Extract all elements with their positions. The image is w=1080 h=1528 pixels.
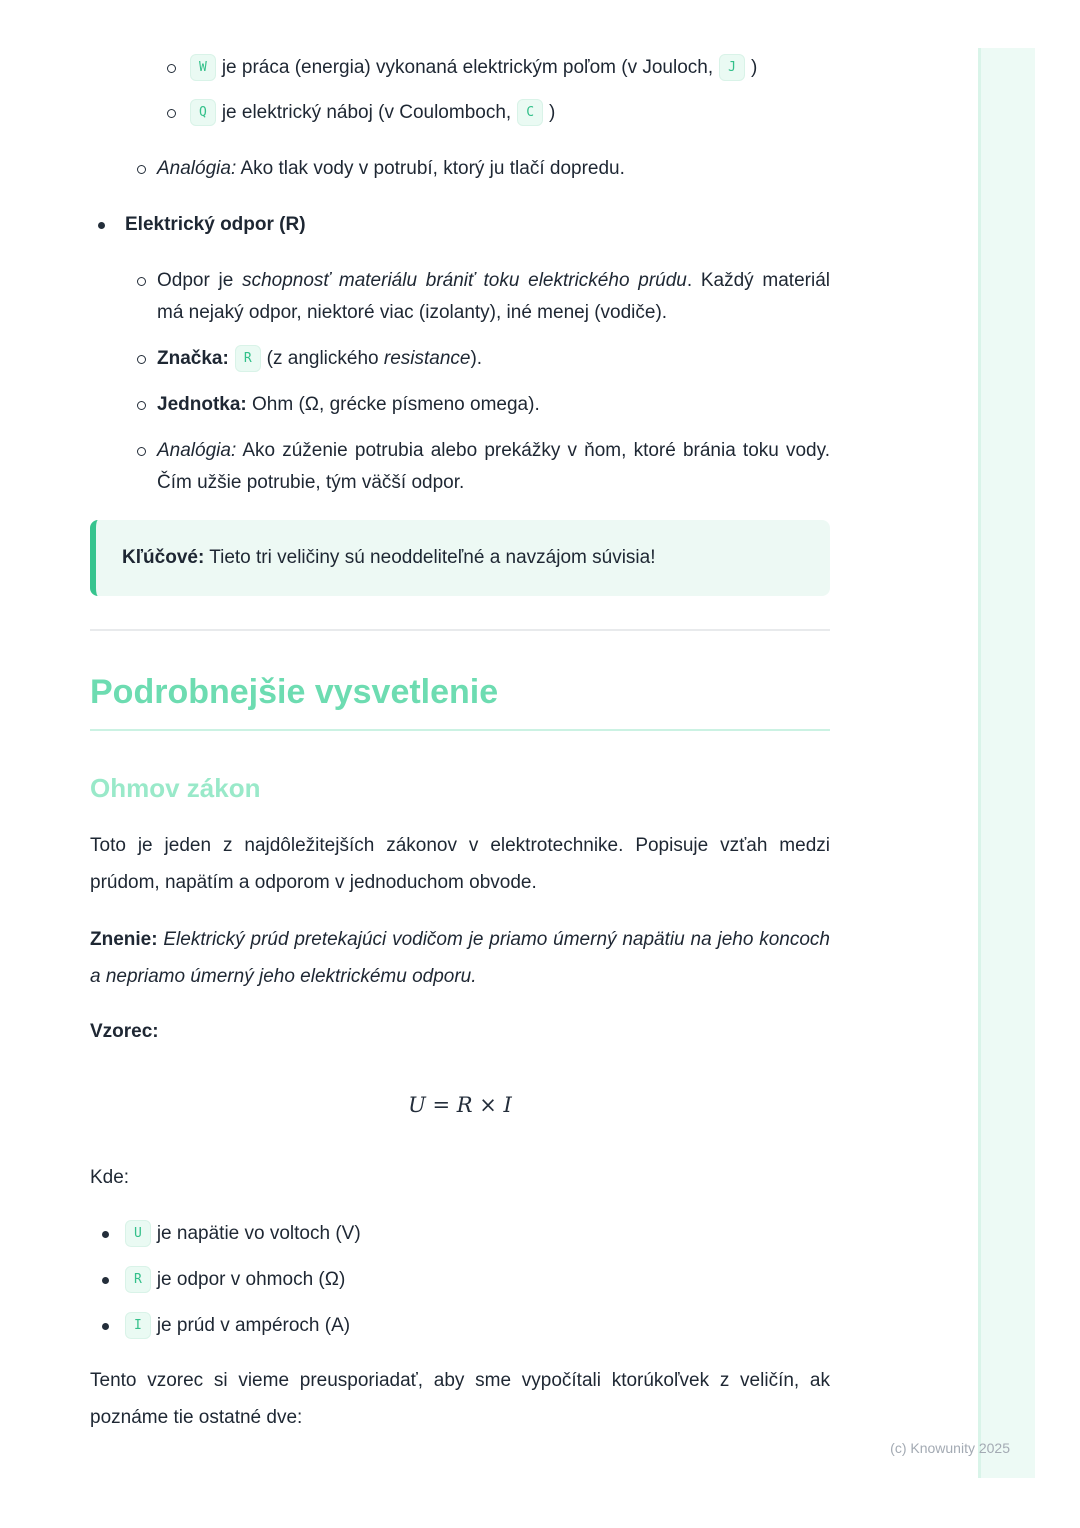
charge-suffix: ) — [549, 102, 556, 123]
symbol-italic: resistance — [383, 348, 471, 369]
callout-label: Kľúčové: — [122, 547, 205, 568]
list-item-symbol — [90, 343, 830, 375]
bullet-circle-icon — [137, 165, 146, 174]
section-heading: Podrobnejšie vysvetlenie — [90, 669, 830, 731]
list-item-voltage — [90, 1218, 830, 1250]
list-item-text — [157, 435, 830, 499]
code-badge-q: Q — [190, 99, 216, 126]
list-item-text — [190, 97, 830, 129]
list-item-resistance-definition — [90, 265, 830, 329]
formula-ohms-law: U = R × I — [408, 1093, 512, 1117]
horizontal-divider — [90, 629, 830, 631]
bullet-circle-icon — [137, 277, 146, 286]
analogy-text: Ako tlak vody v potrubí, ktorý ju tlačí dopredu. — [236, 158, 625, 179]
statement-label: Znenie: — [90, 929, 158, 950]
analogy-pipe-label: Analógia: — [157, 440, 237, 461]
code-badge-w: W — [190, 54, 216, 81]
code-badge-r: R — [235, 345, 261, 372]
resistance-sublist — [90, 265, 830, 499]
voltage-text: je napätie vo voltoch (V) — [156, 1223, 361, 1244]
bullet-circle-icon — [137, 355, 146, 364]
list-item-text — [157, 153, 830, 185]
paragraph-closing: Tento vzorec si vieme preusporiadať, aby sme vypočítali ktorúkoľvek z veličín, ak poznáme tie ostatné dve: — [90, 1370, 830, 1428]
bullet-circle-icon — [137, 401, 146, 410]
unit-text: Ohm (Ω, grécke písmeno omega). — [246, 394, 540, 415]
list-item-resistance-title — [90, 209, 830, 241]
definition-italic: schopnosť materiálu brániť toku elektrického prúdu — [242, 270, 687, 291]
charge-text: je elektrický náboj (v Coulomboch, — [221, 102, 512, 123]
analogy-label: Analógia: — [157, 158, 237, 179]
list-item-text — [157, 265, 830, 329]
resistance-title: Elektrický odpor (R) — [125, 214, 306, 235]
paragraph-statement — [90, 921, 830, 995]
list-item-text — [190, 52, 830, 84]
bullet-disc-icon — [102, 1277, 109, 1284]
bullet-disc-icon — [102, 1231, 109, 1238]
list-item-text — [157, 389, 830, 421]
where-label: Kde: — [90, 1167, 130, 1188]
list-item-text — [157, 343, 830, 375]
bullet-disc-icon — [98, 222, 105, 229]
document-content — [90, 52, 830, 1436]
code-badge-r2: R — [125, 1266, 151, 1293]
variable-list — [90, 1218, 830, 1342]
list-item-resistance — [90, 1264, 830, 1296]
definition-prefix: Odpor je — [157, 270, 243, 291]
copyright-footer: (c) Knowunity 2025 — [890, 1440, 1010, 1456]
current-text: je prúd v ampéroch (A) — [156, 1315, 351, 1336]
list-item-analogy-pressure — [90, 153, 830, 185]
list-item-work — [90, 52, 830, 84]
formula-label: Vzorec: — [90, 1021, 159, 1042]
code-badge-c: C — [517, 99, 543, 126]
work-text: je práca (energia) vykonaná elektrickým poľom (v Jouloch, — [221, 57, 714, 78]
definition-suffix: . Každý materiál má nejaký odpor, niektoré viac (izolanty), iné menej (vodiče). — [157, 270, 830, 323]
symbol-suffix: ). — [470, 348, 483, 369]
resistance-text: je odpor v ohmoch (Ω) — [156, 1269, 346, 1290]
bullet-circle-icon — [137, 447, 146, 456]
code-badge-u: U — [125, 1220, 151, 1247]
symbol-mid: (z anglického — [266, 348, 384, 369]
code-badge-j: J — [719, 54, 745, 81]
symbol-label: Značka: — [157, 348, 229, 369]
list-item-analogy-pipe — [90, 435, 830, 499]
key-callout — [90, 520, 830, 596]
paragraph-intro: Toto je jeden z najdôležitejších zákonov v elektrotechnike. Popisuje vzťah medzi prúdom, napätím a odporom v jednoduchom obvode. — [90, 835, 830, 893]
list-item-unit — [90, 389, 830, 421]
page-edge-strip — [978, 48, 1035, 1478]
subsection-heading: Ohmov zákon — [90, 773, 261, 803]
callout-text: Tieto tri veličiny sú neoddeliteľné a navzájom súvisia! — [204, 547, 656, 568]
code-badge-i: I — [125, 1312, 151, 1339]
list-item-current — [90, 1310, 830, 1342]
unit-label: Jednotka: — [157, 394, 247, 415]
bullet-disc-icon — [102, 1323, 109, 1330]
bullet-circle-icon — [167, 64, 176, 73]
statement-text: Elektrický prúd pretekajúci vodičom je priamo úmerný napätiu na jeho koncoch a nepriamo úmerný jeho elektrickému odporu. — [90, 929, 830, 987]
bullet-circle-icon — [167, 109, 176, 118]
list-item-charge — [90, 97, 830, 129]
analogy-pipe-text: Ako zúženie potrubia alebo prekážky v ňom, ktoré bránia toku vody. Čím užšie potrubie, tým väčší odpor. — [157, 440, 830, 493]
work-suffix: ) — [750, 57, 758, 78]
